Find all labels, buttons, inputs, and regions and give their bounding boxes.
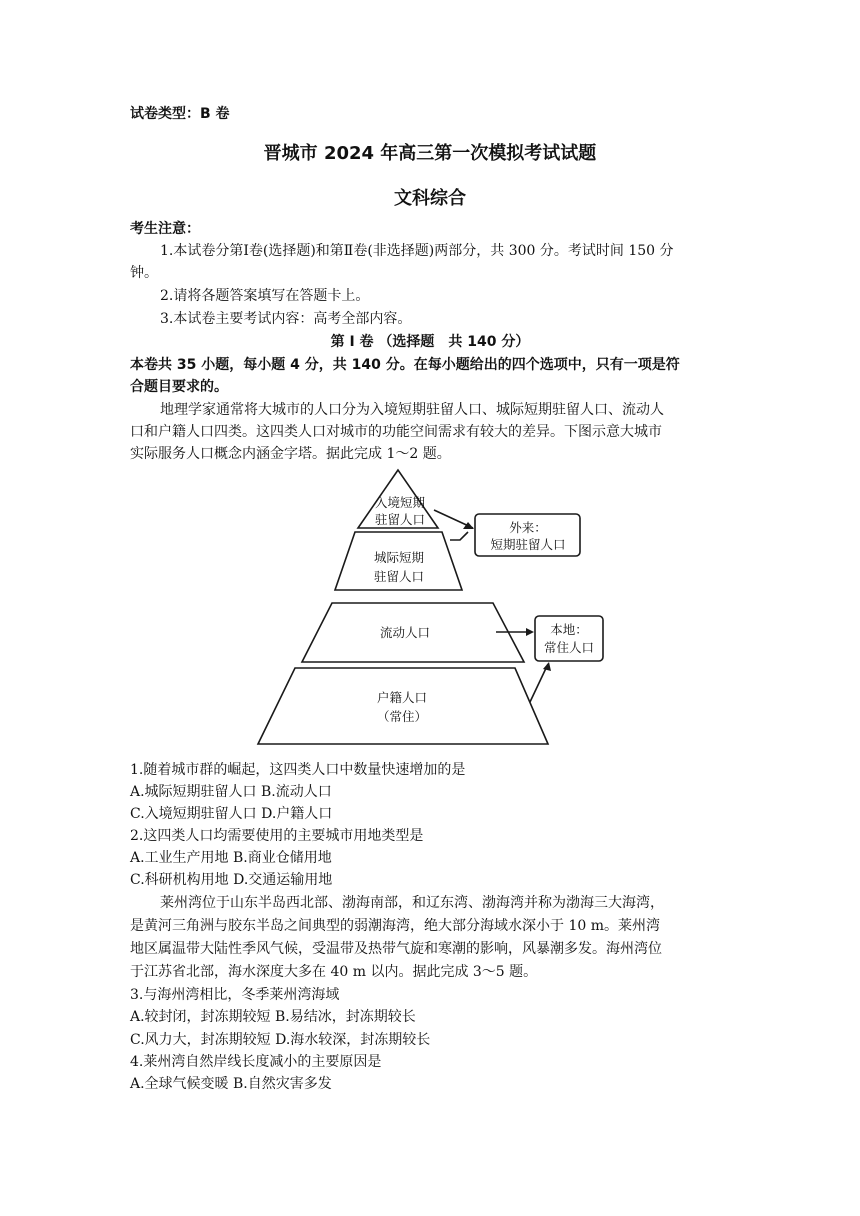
notice-item-2: 2.请将各题答案填写在答题卡上。 — [160, 288, 370, 304]
pyramid-tier-4 — [258, 668, 548, 744]
question-2-options-cd: C.科研机构用地 D.交通运输用地 — [130, 872, 333, 888]
passage-1-line-1: 地理学家通常将大城市的人口分为入境短期驻留人口、城际短期驻留人口、流动人 — [160, 402, 664, 418]
question-2: 2.这四类人口均需要使用的主要城市用地类型是 — [130, 828, 424, 844]
section-1-title: 第 Ⅰ 卷 （选择题 共 140 分） — [330, 334, 530, 350]
passage-1-line-2: 口和户籍人口四类。这四类人口对城市的功能空间需求有较大的差异。下图示意大城市 — [130, 424, 662, 440]
box-1-label-line-2: 短期驻留人口 — [490, 537, 566, 552]
question-2-options-ab: A.工业生产用地 B.商业仓储用地 — [130, 850, 332, 866]
population-pyramid-diagram — [250, 468, 620, 750]
tier-2-label-line-1: 城际短期 — [373, 550, 425, 565]
passage-2-line-3: 地区属温带大陆性季风气候，受温带及热带气旋和寒潮的影响，风暴潮多发。海州湾位 — [130, 941, 662, 957]
question-3-options-cd: C.风力大，封冻期较短 D.海水较深，封冻期较长 — [130, 1032, 431, 1048]
question-3: 3.与海州湾相比，冬季莱州湾海域 — [130, 987, 340, 1003]
question-1-options-ab: A.城际短期驻留人口 B.流动人口 — [130, 784, 332, 800]
question-4: 4.莱州湾自然岸线长度减小的主要原因是 — [130, 1054, 382, 1070]
tier-3-label: 流动人口 — [379, 625, 431, 640]
exam-title: 晋城市 2024 年高三第一次模拟考试试题 — [263, 143, 597, 164]
question-4-options-ab: A.全球气候变暖 B.自然灾害多发 — [130, 1076, 332, 1092]
tier-2-label-line-2: 驻留人口 — [373, 569, 425, 584]
tier-1-label-line-1: 入境短期 — [374, 495, 426, 510]
tier-4-label-line-1: 户籍人口 — [376, 690, 428, 705]
question-1-options-cd: C.入境短期驻留人口 D.户籍人口 — [130, 806, 333, 822]
tier-4-label-line-2: （常住） — [376, 709, 428, 724]
box-1-label-line-1: 外来： — [509, 520, 547, 535]
tier-1-label-line-2: 驻留人口 — [374, 512, 426, 527]
exam-subtitle: 文科综合 — [394, 188, 466, 209]
notice-heading: 考生注意： — [130, 221, 200, 237]
arrow-tier-4-to-box-2 — [530, 664, 548, 702]
section-1-instruction-line-1: 本卷共 35 小题，每小题 4 分，共 140 分。在每小题给出的四个选项中，只有一项是符 — [130, 357, 680, 373]
passage-1-line-3: 实际服务人口概念内涵金字塔。据此完成 1～2 题。 — [130, 446, 451, 462]
bracket-tier-2 — [450, 532, 468, 540]
box-2-label-line-2: 常住人口 — [543, 640, 595, 655]
notice-item-1-line-2: 钟。 — [130, 265, 158, 281]
paper-type-label: 试卷类型：B 卷 — [130, 106, 230, 122]
passage-2-line-2: 是黄河三角洲与胶东半岛之间典型的弱潮海湾，绝大部分海域水深小于 10 m。莱州湾 — [130, 918, 660, 934]
passage-2-line-1: 莱州湾位于山东半岛西北部、渤海南部，和辽东湾、渤海湾并称为渤海三大海湾， — [160, 895, 664, 911]
box-2-label-line-1: 本地： — [550, 622, 588, 637]
notice-item-1-line-1: 1.本试卷分第Ⅰ卷(选择题)和第Ⅱ卷(非选择题)两部分，共 300 分。考试时间 150 分 — [160, 243, 674, 259]
notice-item-3: 3.本试卷主要考试内容：高考全部内容。 — [160, 311, 412, 327]
passage-2-line-4: 于江苏省北部，海水深度大多在 40 m 以内。据此完成 3～5 题。 — [130, 964, 538, 980]
question-1: 1.随着城市群的崛起，这四类人口中数量快速增加的是 — [130, 762, 466, 778]
question-3-options-ab: A.较封闭，封冻期较短 B.易结冰，封冻期较长 — [130, 1009, 416, 1025]
section-1-instruction-line-2: 合题目要求的。 — [130, 379, 228, 395]
